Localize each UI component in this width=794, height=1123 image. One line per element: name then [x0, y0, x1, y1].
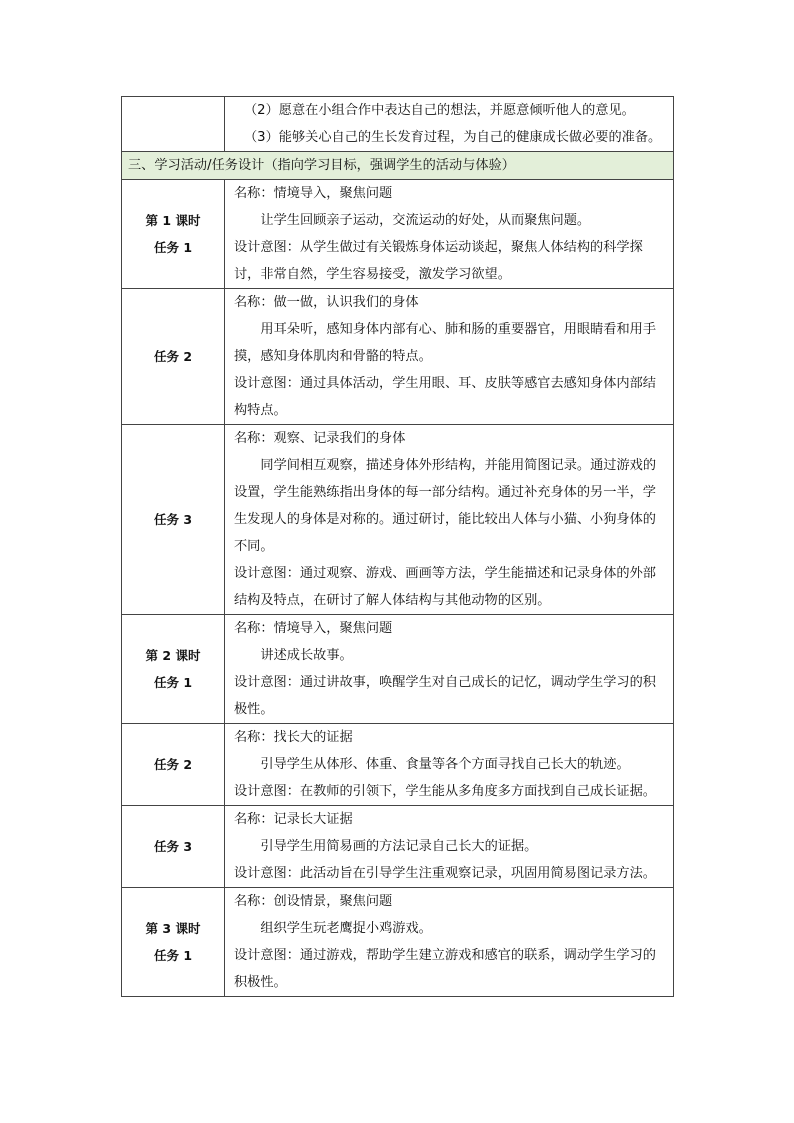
- task-label: 任务 2: [153, 349, 193, 364]
- lesson-plan-table: [121, 96, 674, 997]
- empty-cell: [122, 97, 225, 152]
- lesson-label: 第 1 课时: [145, 213, 201, 228]
- task-description: 同学间相互观察，描述身体外形结构，并能用简图记录。通过游戏的设置，学生能熟练指出身体的每一部分结构。通过补充身体的另一半，学生发现人的身体是对称的。通过研讨，能比较出人体与小猫、小狗身体的不同。: [234, 458, 657, 554]
- design-intent: 设计意图：通过讲故事，唤醒学生对自己成长的记忆，调动学生学习的积极性。: [234, 675, 656, 717]
- goals-cell: [225, 97, 674, 152]
- goal-item: （2）愿意在小组合作中表达自己的想法，并愿意倾听他人的意见。: [244, 103, 635, 118]
- lesson-label: 第 3 课时: [145, 921, 201, 936]
- task-name: 名称：记录长大证据: [234, 812, 353, 827]
- task-description: 引导学生从体形、体重、食量等各个方面寻找自己长大的轨迹。: [260, 757, 630, 772]
- task-content-cell: [225, 888, 674, 997]
- design-intent: 设计意图：从学生做过有关锻炼身体运动谈起，聚焦人体结构的科学探讨，非常自然，学生容易接受，激发学习欲望。: [234, 240, 643, 282]
- task-content-cell: [225, 724, 674, 806]
- task-row: [122, 425, 674, 615]
- task-label: 任务 3: [153, 512, 193, 527]
- design-intent: 设计意图：通过具体活动，学生用眼、耳、皮肤等感官去感知身体内部结构特点。: [234, 376, 656, 418]
- task-description: 用耳朵听，感知身体内部有心、肺和肠的重要器官，用眼睛看和用手摸，感知身体肌肉和骨骼的特点。: [234, 322, 657, 364]
- task-label: 任务 1: [153, 948, 193, 963]
- task-row: [122, 724, 674, 806]
- task-label: 任务 1: [153, 240, 193, 255]
- task-description: 引导学生用简易画的方法记录自己长大的证据。: [260, 839, 538, 854]
- goal-item: （3）能够关心自己的生长发育过程，为自己的健康成长做必要的准备。: [244, 130, 662, 145]
- task-name: 名称：情境导入，聚焦问题: [234, 186, 393, 201]
- design-intent: 设计意图：通过观察、游戏、画画等方法，学生能描述和记录身体的外部结构及特点，在研讨了解人体结构与其他动物的区别。: [234, 566, 656, 608]
- task-label-cell: [122, 289, 225, 425]
- task-label-cell: [122, 724, 225, 806]
- task-row: [122, 888, 674, 997]
- task-description: 组织学生玩老鹰捉小鸡游戏。: [260, 921, 432, 936]
- task-label-cell: [122, 180, 225, 289]
- goals-row: [122, 97, 674, 152]
- task-row: [122, 806, 674, 888]
- task-name: 名称：情境导入，聚焦问题: [234, 621, 393, 636]
- section-title: 三、学习活动/任务设计（指向学习目标，强调学生的活动与体验）: [122, 152, 674, 180]
- task-label-cell: [122, 806, 225, 888]
- task-name: 名称：找长大的证据: [234, 730, 353, 745]
- task-row: [122, 289, 674, 425]
- task-row: [122, 615, 674, 724]
- task-label: 任务 1: [153, 675, 193, 690]
- task-content-cell: [225, 289, 674, 425]
- task-label-cell: [122, 888, 225, 997]
- task-description: 讲述成长故事。: [260, 648, 353, 663]
- task-label-cell: [122, 425, 225, 615]
- task-label-cell: [122, 615, 225, 724]
- design-intent: 设计意图：通过游戏，帮助学生建立游戏和感官的联系，调动学生学习的积极性。: [234, 948, 656, 990]
- task-label: 任务 3: [153, 839, 193, 854]
- lesson-label: 第 2 课时: [145, 648, 201, 663]
- task-row: [122, 180, 674, 289]
- task-content-cell: [225, 615, 674, 724]
- task-content-cell: [225, 806, 674, 888]
- task-name: 名称：创设情景，聚焦问题: [234, 894, 393, 909]
- section-header-row: [122, 152, 674, 180]
- design-intent: 设计意图：在教师的引领下，学生能从多角度多方面找到自己成长证据。: [234, 784, 656, 799]
- task-content-cell: [225, 425, 674, 615]
- task-name: 名称：做一做，认识我们的身体: [234, 295, 419, 310]
- task-label: 任务 2: [153, 757, 193, 772]
- task-content-cell: [225, 180, 674, 289]
- task-name: 名称：观察、记录我们的身体: [234, 431, 406, 446]
- task-description: 让学生回顾亲子运动，交流运动的好处，从而聚焦问题。: [260, 213, 591, 228]
- design-intent: 设计意图：此活动旨在引导学生注重观察记录，巩固用简易图记录方法。: [234, 866, 656, 881]
